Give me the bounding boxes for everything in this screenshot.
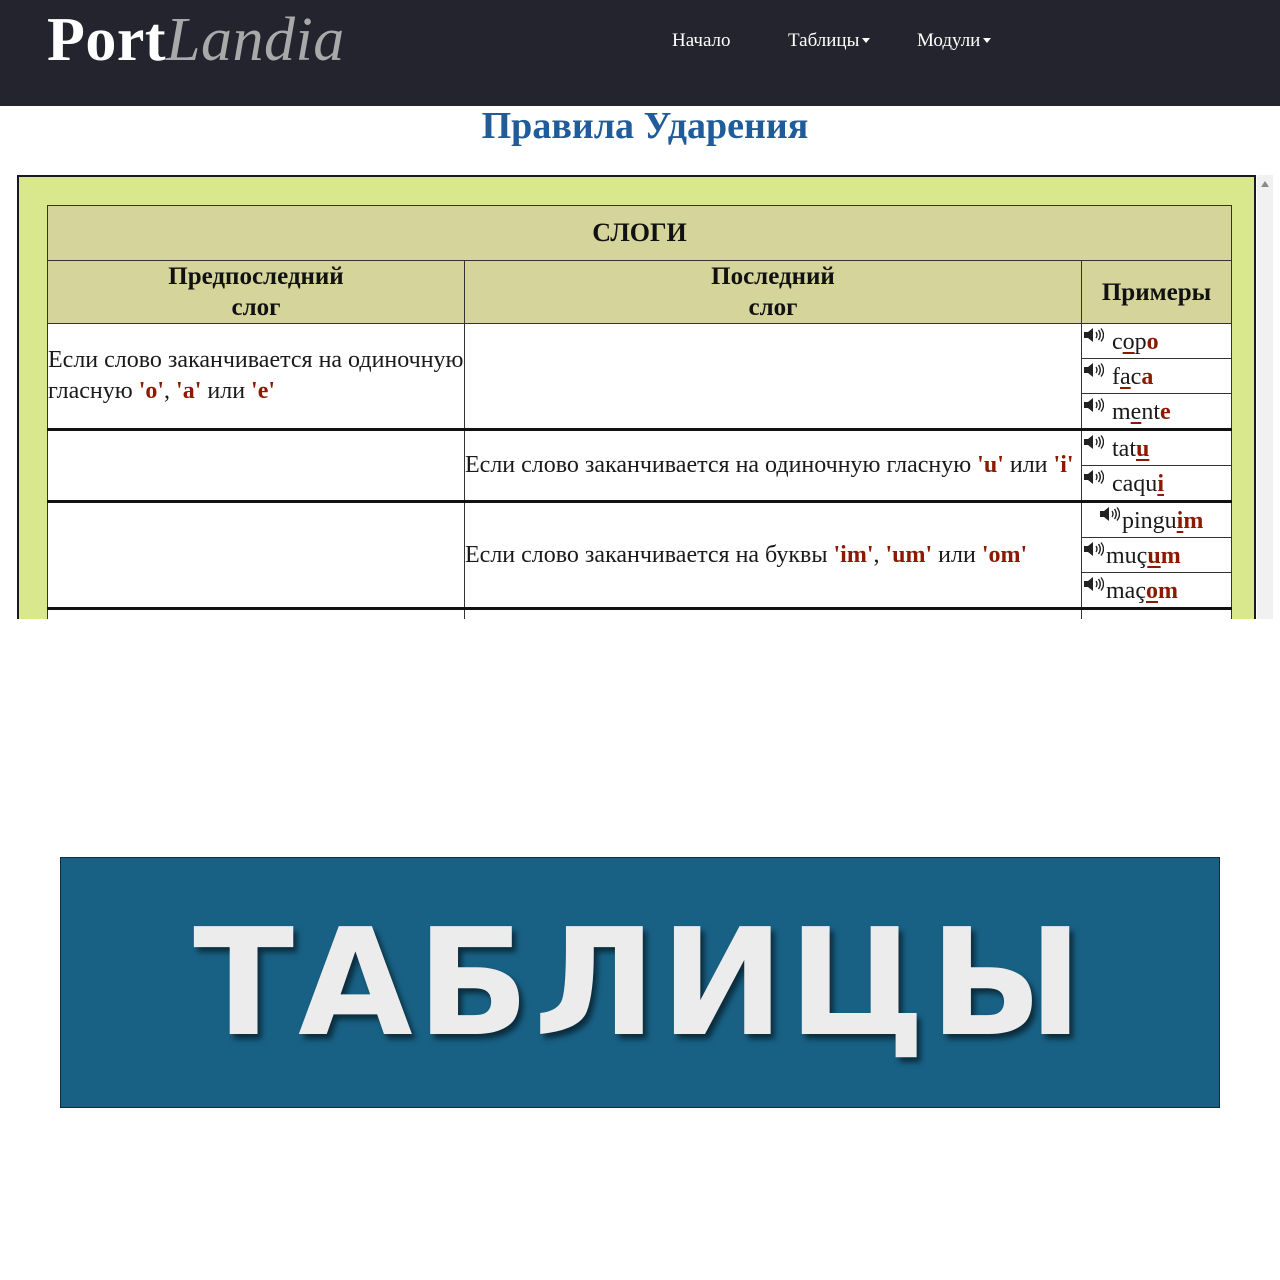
rule-letter: 'o'	[138, 378, 165, 404]
example-word-part: nt	[1141, 398, 1160, 425]
header-penultimate-line1: Предпоследний	[168, 263, 344, 290]
example-item[interactable]	[1082, 394, 1232, 430]
header-examples: Примеры	[1082, 261, 1232, 324]
rule-text: ,	[164, 378, 177, 404]
stressed-vowel: i	[1176, 507, 1184, 534]
site-logo[interactable]	[47, 2, 345, 78]
table-row	[48, 502, 1232, 538]
empty-cell	[1082, 609, 1232, 620]
rule-letter: 'e'	[251, 378, 276, 404]
stressed-vowel: e	[1130, 398, 1142, 425]
example-ending: m	[1157, 577, 1178, 604]
empty-cell	[48, 502, 465, 609]
rule-letter: 'im'	[833, 541, 874, 568]
rule-cell	[48, 324, 465, 430]
caret-down-icon	[983, 38, 991, 43]
speaker-icon[interactable]	[1082, 469, 1104, 485]
table-row	[48, 324, 1232, 359]
rule-text: Если слово заканчивается на буквы	[465, 541, 834, 568]
header-penultimate	[48, 261, 465, 324]
nav-item-home-label: Начало	[672, 30, 731, 51]
stressed-vowel: i	[1157, 470, 1164, 497]
example-word-part: caqu	[1112, 470, 1158, 497]
header-last-line2: слог	[748, 294, 798, 321]
stressed-vowel: o	[1122, 328, 1135, 355]
empty-cell	[48, 430, 465, 502]
example-item[interactable]	[1082, 466, 1232, 502]
banner-title: ТАБЛИЦЫ	[193, 897, 1087, 1069]
stressed-vowel: u	[1147, 542, 1161, 569]
nav-item-tables[interactable]	[788, 26, 870, 56]
table-row	[48, 430, 1232, 466]
logo-port: Port	[47, 6, 167, 74]
table-caption: СЛОГИ	[48, 206, 1232, 261]
rule-letter: 'u'	[977, 452, 1004, 478]
example-word-part: pingu	[1122, 507, 1177, 534]
header-last	[465, 261, 1082, 324]
example-ending: e	[1160, 398, 1171, 425]
stress-rules-table	[47, 205, 1232, 619]
top-navbar	[0, 0, 1280, 106]
nav-item-home[interactable]	[672, 26, 731, 56]
header-last-line1: Последний	[711, 263, 835, 290]
tables-banner	[60, 857, 1220, 1108]
rule-letter: 'i'	[1053, 452, 1074, 478]
example-word-part: m	[1112, 398, 1131, 425]
stressed-vowel: a	[1120, 363, 1131, 390]
example-word-part: p	[1134, 328, 1147, 355]
rule-text: ,	[873, 541, 886, 568]
speaker-icon[interactable]	[1098, 506, 1120, 522]
rule-letter: 'om'	[981, 541, 1028, 568]
example-word-part: c	[1130, 363, 1142, 390]
rule-cell	[465, 430, 1082, 502]
page-title: Правила Ударения	[481, 105, 809, 147]
table-row	[48, 609, 1232, 620]
header-penultimate-line2: слог	[231, 294, 281, 321]
rule-text: Если слово заканчивается на одиночную гласную	[465, 452, 978, 478]
empty-cell	[48, 609, 465, 620]
speaker-icon[interactable]	[1082, 576, 1104, 592]
example-item[interactable]	[1082, 538, 1232, 573]
empty-cell	[465, 609, 1082, 620]
rule-cell	[465, 502, 1082, 609]
example-ending: a	[1141, 363, 1154, 390]
example-item[interactable]	[1082, 430, 1232, 466]
stressed-vowel: o	[1145, 577, 1158, 604]
example-word-part: f	[1112, 363, 1120, 390]
example-item[interactable]	[1082, 502, 1232, 538]
vertical-scrollbar[interactable]	[1257, 175, 1273, 619]
empty-cell	[465, 324, 1082, 430]
caret-down-icon	[862, 38, 870, 43]
rule-text: или	[201, 378, 252, 404]
speaker-icon[interactable]	[1082, 397, 1104, 413]
example-word-part: maç	[1106, 577, 1146, 604]
scroll-up-arrow[interactable]	[1261, 181, 1269, 187]
example-ending: o	[1146, 328, 1159, 355]
rule-text: Если слово заканчивается на одиночную гласную	[48, 347, 464, 404]
example-item[interactable]	[1082, 359, 1232, 394]
speaker-icon[interactable]	[1082, 362, 1104, 378]
nav-item-modules[interactable]	[917, 26, 991, 56]
table-frame	[17, 175, 1256, 619]
logo-landia: Landia	[166, 6, 345, 74]
example-ending: m	[1183, 507, 1204, 534]
rule-text: или	[1003, 452, 1054, 478]
rule-letter: 'a'	[176, 378, 202, 404]
speaker-icon[interactable]	[1082, 434, 1104, 450]
rule-text: или	[932, 541, 982, 568]
example-item[interactable]	[1082, 573, 1232, 609]
stressed-vowel: u	[1136, 435, 1150, 462]
rule-letter: 'um'	[885, 541, 933, 568]
example-word-part: tat	[1112, 435, 1136, 462]
example-word-part: c	[1112, 328, 1123, 355]
example-word-part: muç	[1106, 542, 1148, 569]
example-item[interactable]	[1082, 324, 1232, 359]
speaker-icon[interactable]	[1082, 327, 1104, 343]
nav-item-tables-label: Таблицы	[788, 30, 860, 51]
example-ending: m	[1160, 542, 1181, 569]
table-viewport	[17, 175, 1274, 619]
nav-item-modules-label: Модули	[917, 30, 981, 51]
speaker-icon[interactable]	[1082, 541, 1104, 557]
